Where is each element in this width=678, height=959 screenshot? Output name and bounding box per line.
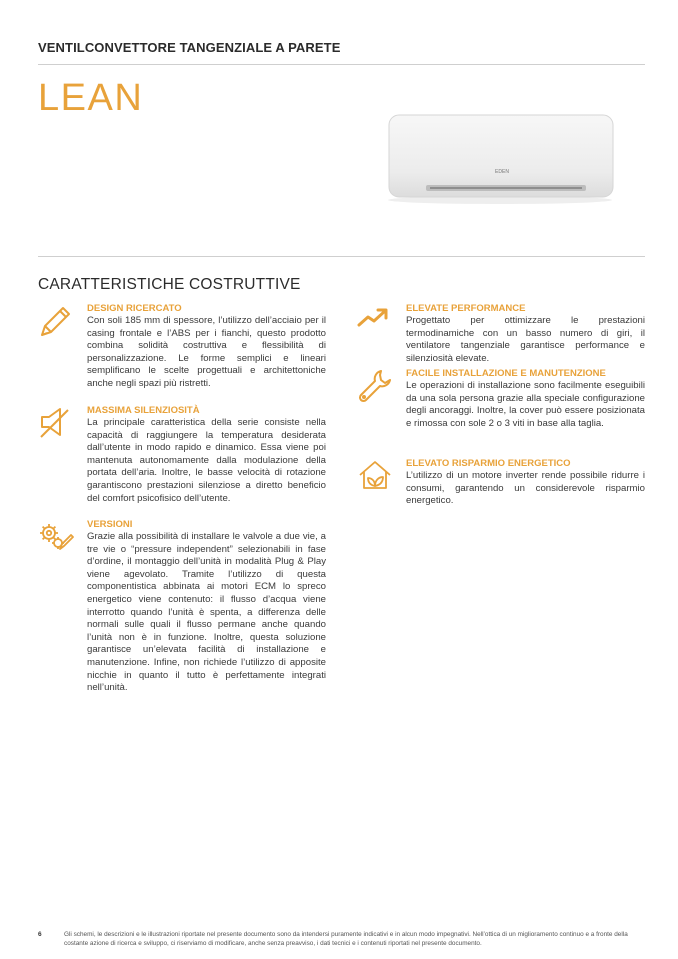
product-name: LEAN xyxy=(38,77,144,119)
wrench-icon xyxy=(357,368,393,404)
wall-unit-image xyxy=(380,108,620,208)
feature-versions xyxy=(38,519,328,709)
header-divider xyxy=(38,64,645,65)
feature-body: Con soli 185 mm di spessore, l’utilizzo dell’acciaio per il casing frontale e l’ABS per i fianchi, questo prodotto combina solidità costruttiva e flessibilità di personalizzazione. Le forme semplici e lineari semplificano le scelte progettuali e architettoniche anche negli spazi più ristretti. xyxy=(87,315,326,389)
trend-up-icon xyxy=(357,303,393,339)
feature-title: MASSIMA SILENZIOSITÀ xyxy=(87,405,200,416)
eco-house-icon xyxy=(357,458,393,494)
unit-brand-label: EDEN xyxy=(495,169,509,175)
page-header-title: VENTILCONVETTORE TANGENZIALE A PARETE xyxy=(38,40,341,55)
footer-disclaimer: Gli schemi, le descrizioni e le illustrazioni riportate nel presente documento sono da intendersi puramente indicativi e in alcun modo impegnativi. Nell’ottica di un miglioramento continuo e a fronte della costante azione di ricerca e sviluppo, ci riserviamo di modificare, anche senza preavviso, i dati tecnici e i contenuti riportati nel presente documento. xyxy=(64,931,628,947)
feature-performance xyxy=(357,303,647,363)
feature-energy-saving xyxy=(357,458,647,518)
feature-silence xyxy=(38,405,328,505)
feature-installation xyxy=(357,368,647,448)
feature-body: L’utilizzo di un motore inverter rende possibile ridurre i consumi, garantendo un considerevole risparmio energetico. xyxy=(406,470,645,507)
feature-body: Progettato per ottimizzare le prestazioni termodinamiche con un basso numero di giri, il ventilatore tangenziale garantisce performance e silenziosità elevate. xyxy=(406,315,645,364)
pencil-icon xyxy=(38,303,74,339)
feature-body: Le operazioni di installazione sono facilmente eseguibili da una sola persona grazie alla speciale configurazione degli ancoraggi. Inoltre, la cover può essere posizionata e rimossa con sole 2 o 3 viti in base alla taglia. xyxy=(406,380,645,429)
feature-body: La principale caratteristica della serie consiste nella capacità di raggiungere la temperatura desiderata dall’utente in modo rapido e dinamico. Essa viene poi mantenuta autonomamente dalla modulazione della portata dell’aria. Inoltre, le basse velocità di rotazione garantiscono prestazioni silenziose a diretto beneficio del comfort psicofisico dell’utente. xyxy=(87,417,326,504)
page-number: 6 xyxy=(38,931,42,938)
feature-title: ELEVATO RISPARMIO ENERGETICO xyxy=(406,458,571,469)
feature-title: FACILE INSTALLAZIONE E MANUTENZIONE xyxy=(406,368,606,379)
muted-speaker-icon xyxy=(38,405,74,441)
gears-pencil-icon xyxy=(38,519,74,555)
feature-design xyxy=(38,303,328,393)
feature-title: VERSIONI xyxy=(87,519,133,530)
section-divider xyxy=(38,256,645,257)
feature-body: Grazie alla possibilità di installare le valvole a due vie, a tre vie o “pressure independent” selezionabili in fase d’ordine, il montaggio dell’unità in modalità Plug & Play viene agevolato. Tramite l’utilizzo di questa componentistica abbinata ai motori ECM lo spreco energetico viene contenuto: il flusso d’acqua viene interrotto quando l’unità è spenta, a differenza delle normali sulle quali il flusso permane anche quando l’unità non è in funzione. Inoltre, questa soluzione garantisce un’elevata facilità di installazione e manutenzione. Infine, non richiede l’utilizzo di apposite nicchie in quanto il tutto è perfettamente integrati nell’unità. xyxy=(87,531,326,694)
section-title: CARATTERISTICHE COSTRUTTIVE xyxy=(38,276,301,293)
feature-title: ELEVATE PERFORMANCE xyxy=(406,303,526,314)
feature-title: DESIGN RICERCATO xyxy=(87,303,182,314)
